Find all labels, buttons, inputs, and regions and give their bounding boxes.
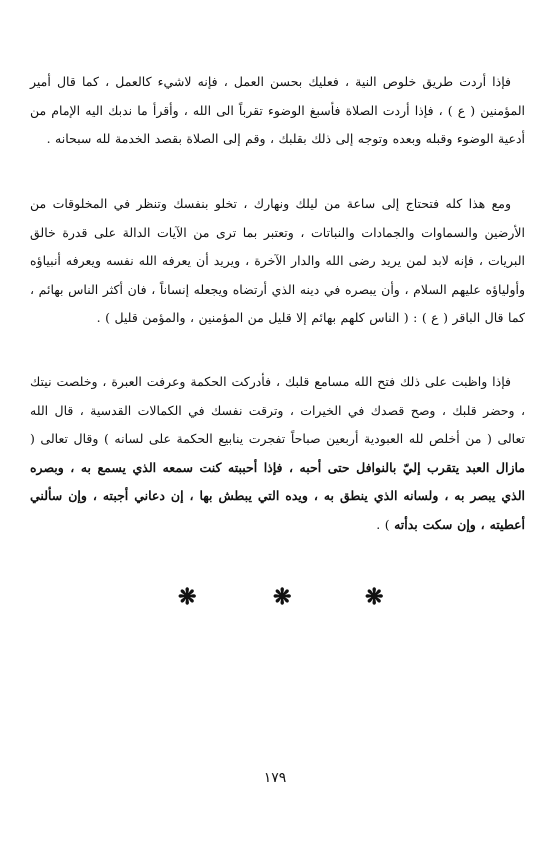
paragraph-3-text bbox=[30, 368, 525, 539]
page-number: ١٧٩ bbox=[263, 770, 287, 786]
separator-star-icon: ❋ bbox=[273, 584, 292, 610]
paragraph-3 bbox=[30, 368, 525, 539]
paragraph-2 bbox=[30, 190, 525, 333]
separator-star-icon: ❋ bbox=[365, 584, 384, 610]
paragraph-3-closing: ) . bbox=[376, 516, 395, 532]
separator-star-icon: ❋ bbox=[178, 584, 197, 610]
paragraph-1 bbox=[30, 68, 525, 154]
paragraph-3-intro: فإذا واظبت على ذلك فتح الله مسامع قلبك ، فأدركت الحكمة وعرفت العبرة ، وخلصت نيتك ، وحضر قلبك ، وصح قصدك في الخيرات ، وترقت نفسك في الكمالات القدسية ، قال الله تعالى ( من أخلص لله العبودية أربعين صباحاً تفجرت ينابيع الحكمة على لسانه ) وقال تعالى ( bbox=[30, 374, 525, 446]
section-separator bbox=[0, 582, 550, 612]
paragraph-1-text: فإذا أردت طريق خلوص النية ، فعليك بحسن العمل ، فإنه لاشيء كالعمل ، كما قال أمير المؤمنين ( ع ) ، فإذا أردت الصلاة فأسبغ الوضوء تقرباً الى الله ، وأقرأ ما ندبك اليه الإمام من أدعية الوضوء وقبله وبعده وتوجه إلى ذلك بقلبك ، وقم إلى الصلاة بقصد الخدمة لله سبحانه . bbox=[30, 74, 525, 146]
hadith-quote: مازال العبد يتقرب إليّ بالنوافل حتى أحبه ، فإذا أحببته كنت سمعه الذي يسمع به ، وبصره الذي يبصر به ، ولسانه الذي ينطق به ، ويده التي يبطش بها ، إن دعاني أجبته ، وإن سألني أعطيته ، وإن سكت بدأته bbox=[30, 459, 525, 532]
paragraph-2-text: ومع هذا كله فتحتاج إلى ساعة من ليلك ونهارك ، تخلو بنفسك وتنظر في المخلوقات من الأرضين والسماوات والجمادات والنباتات ، وتعتبر بما ترى من الآيات الدالة على قدرة خالق البريات ، فإنه لابد لمن يريد رضى الله والدار الآخرة ، ويريد أن يعرفه الله نفسه ويعرفه أنبياؤه وأولياؤه عليهم السلام ، وأن يبصره في دينه الذي أرتضاه ويجعله إنساناً ، فان أكثر الناس بهائم ، كما قال الباقر ( ع ) : ( الناس كلهم بهائم إلا قليل من المؤمنين ، والمؤمن قليل ) . bbox=[30, 196, 525, 325]
